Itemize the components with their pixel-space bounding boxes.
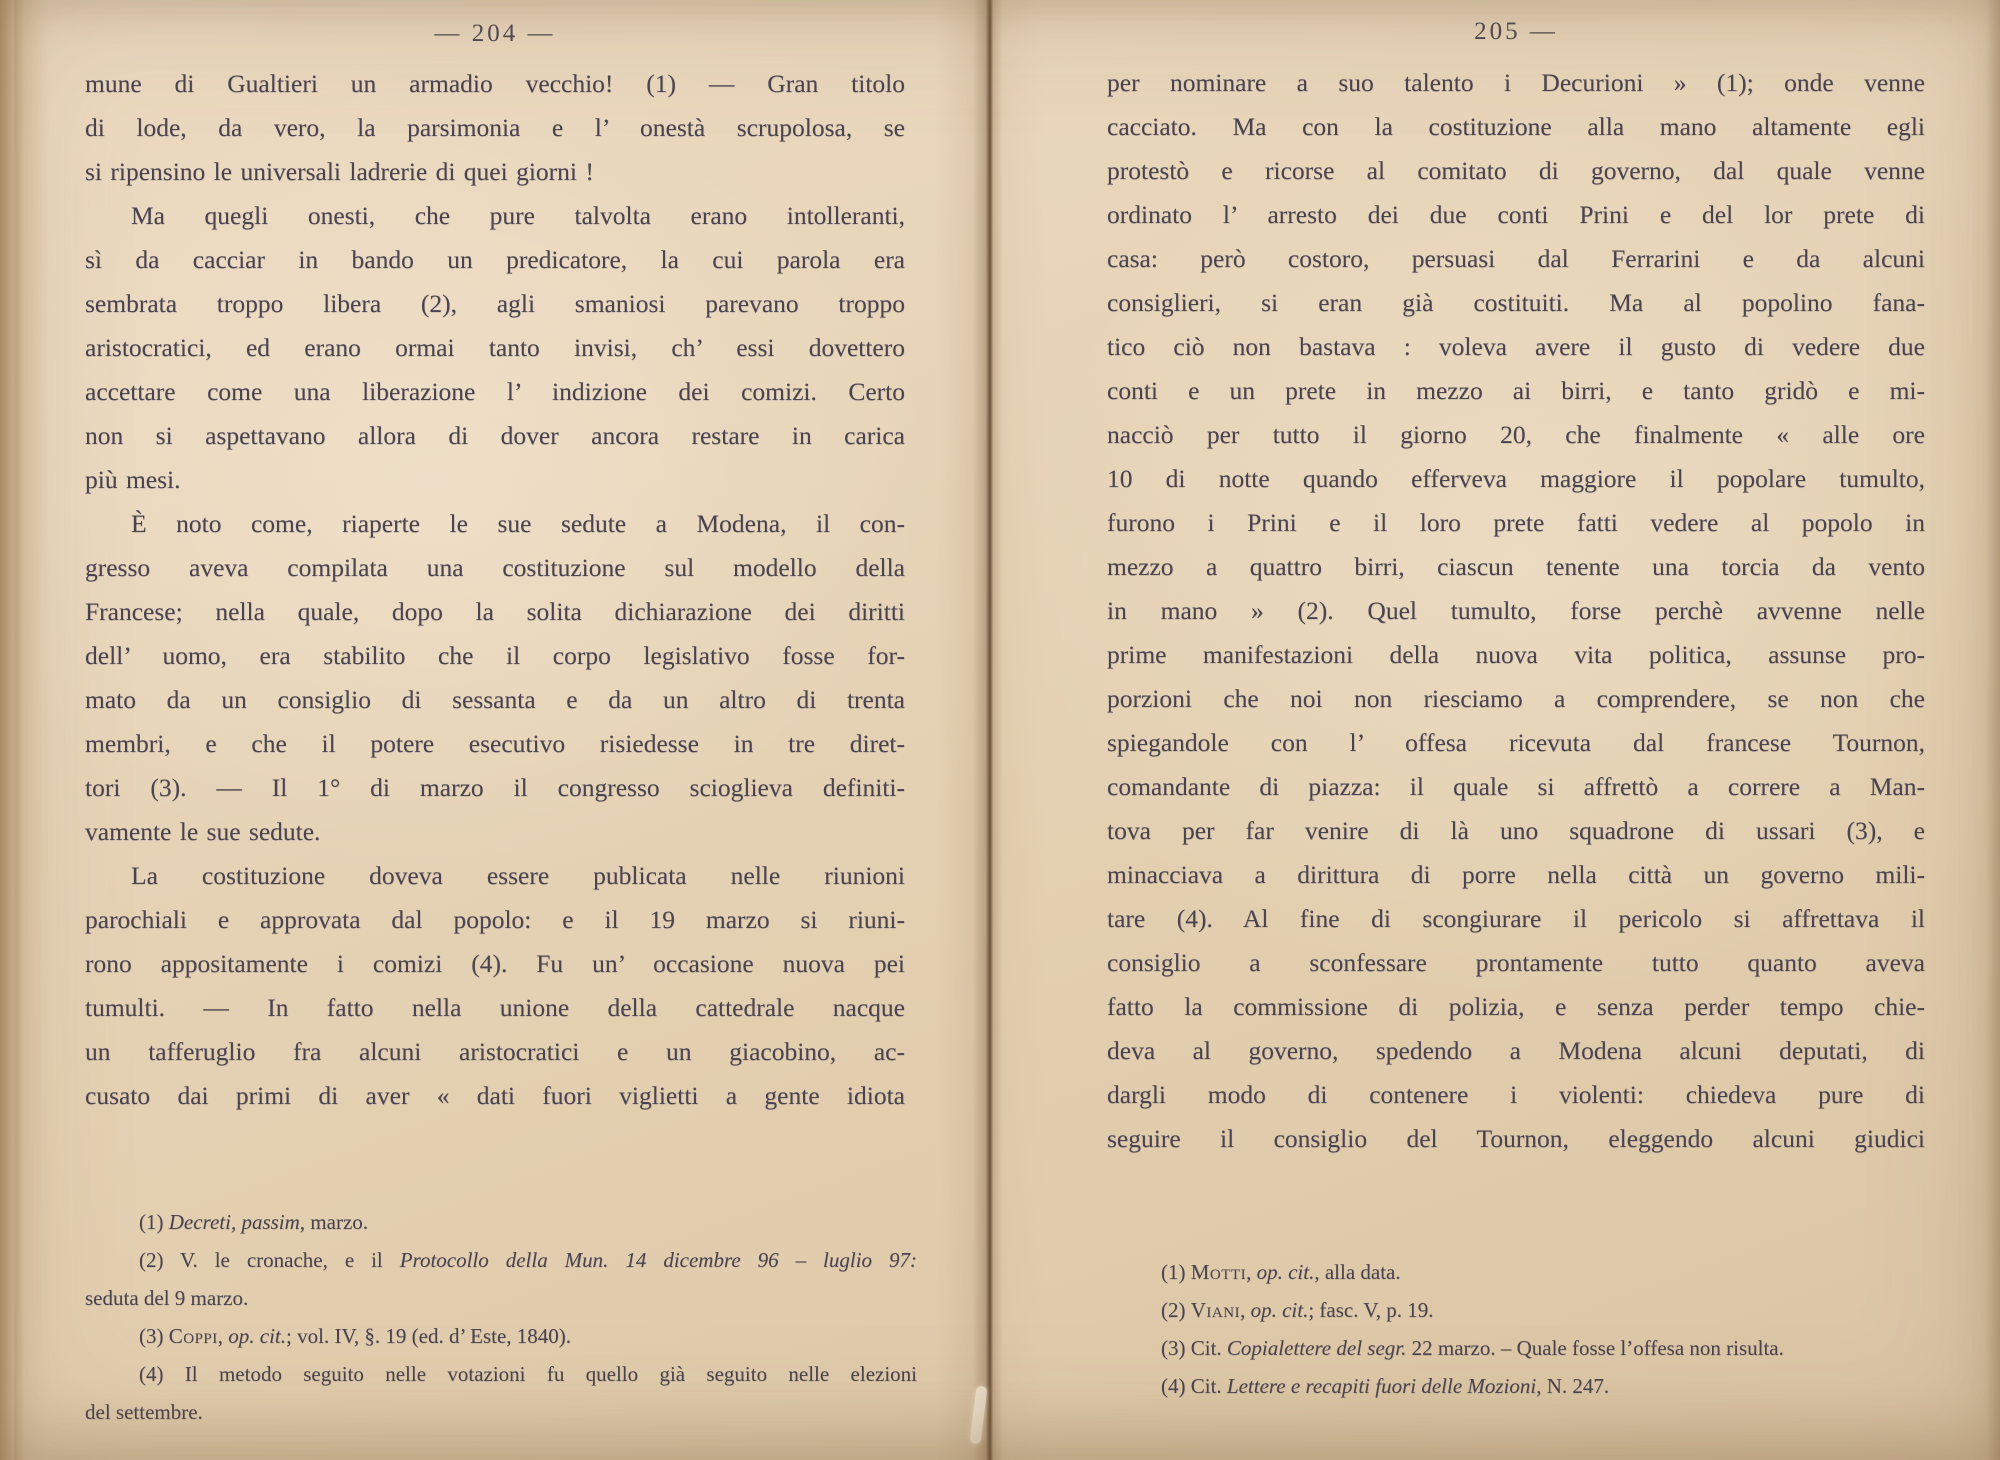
text-line: tova per far venire di là uno squadrone di ussari (3), e	[1107, 816, 1925, 845]
footnote-text: (1)	[1161, 1260, 1191, 1284]
footnotes	[1107, 1253, 1947, 1405]
text-line: parochiali e approvata dal popolo: e il 19 marzo si riuni-	[85, 905, 905, 934]
footnote-text: , alla data.	[1314, 1260, 1401, 1284]
footnote-text: 22 marzo. – Quale fosse l’offesa non risulta.	[1406, 1336, 1784, 1360]
footnote-text: (3)	[139, 1324, 169, 1348]
text-line: aristocratici, ed erano ormai tanto invisi, ch’ essi dovettero	[85, 333, 905, 362]
text-line: La costituzione doveva essere publicata nelle riunioni	[131, 861, 905, 890]
text-line: seguire il consiglio del Tournon, eleggendo alcuni giudici	[1107, 1124, 1925, 1153]
footnote-line	[85, 1279, 917, 1317]
text-line: accettare come una liberazione l’ indizione dei comizi. Certo	[85, 377, 905, 406]
text-line: membri, e che il potere esecutivo risiedesse in tre diret-	[85, 729, 905, 758]
text-line: più mesi.	[85, 465, 181, 494]
page-edge-left	[0, 0, 48, 1460]
text-line: Francese; nella quale, dopo la solita dichiarazione dei diritti	[85, 597, 905, 626]
footnote-text: (3) Cit.	[1161, 1336, 1227, 1360]
footnote-text: ,	[1240, 1298, 1251, 1322]
text-line: dargli modo di contenere i violenti: chiedeva pure di	[1107, 1080, 1925, 1109]
footnote-text: Decreti, passim,	[168, 1210, 306, 1234]
footnote-text: seduta del 9 marzo.	[85, 1286, 249, 1310]
text-line: Ma quegli onesti, che pure talvolta erano intolleranti,	[131, 201, 905, 230]
text-line: di lode, da vero, la parsimonia e l’ onestà scrupolosa, se	[85, 113, 905, 142]
footnote-line	[1107, 1367, 1947, 1405]
text-line: consiglio a sconfessare prontamente tutto quanto aveva	[1107, 948, 1925, 977]
text-line: casa: però costoro, persuasi dal Ferrarini e da alcuni	[1107, 244, 1925, 273]
gutter-shadow	[935, 0, 1045, 1460]
text-line: mato da un consiglio di sessanta e da un altro di trenta	[85, 685, 905, 714]
footnote-text: Copialettere del segr.	[1226, 1336, 1407, 1360]
footnote-text: Lettere e recapiti fuori delle Mozioni	[1226, 1374, 1537, 1398]
text-line: protestò e ricorse al comitato di governo, dal quale venne	[1107, 156, 1925, 185]
text-line: prime manifestazioni della nuova vita politica, assunse pro-	[1107, 640, 1925, 669]
footnote-text: (4) Cit.	[1161, 1374, 1227, 1398]
text-line: spiegandole con l’ offesa ricevuta dal francese Tournon,	[1107, 728, 1925, 757]
footnotes	[85, 1203, 917, 1431]
footnote-text: Protocollo della Mun. 14 dicembre 96 – luglio 97:	[399, 1248, 917, 1272]
page-edge-right	[1986, 0, 2000, 1460]
footnote-text: (2)	[1161, 1298, 1191, 1322]
text-line: per nominare a suo talento i Decurioni » (1); onde venne	[1107, 68, 1925, 97]
footnote-text: del settembre.	[85, 1400, 203, 1424]
footnote-line	[85, 1203, 917, 1241]
footnote-text: op. cit.	[1250, 1298, 1309, 1322]
footnote-text: (4) Il metodo seguito nelle votazioni fu quello già seguito nelle elezioni	[139, 1362, 917, 1386]
page-number-left: — 204 —	[434, 20, 556, 47]
text-line: minacciava a dirittura di porre nella città un governo mili-	[1107, 860, 1925, 889]
text-line: comandante di piazza: il quale si affrettò a correre a Man-	[1107, 772, 1925, 801]
text-line: tare (4). Al fine di scongiurare il pericolo si affrettava il	[1107, 904, 1925, 933]
page-body	[1107, 61, 1925, 1161]
text-line: sì da cacciar in bando un predicatore, la cui parola era	[85, 245, 905, 274]
footnote-text: ; fasc. V, p. 19.	[1308, 1298, 1434, 1322]
footnote-line	[1107, 1291, 1947, 1329]
text-line: sembrata troppo libera (2), agli smaniosi parevano troppo	[85, 289, 905, 318]
text-line: un tafferuglio fra alcuni aristocratici e un giacobino, ac-	[85, 1037, 905, 1066]
footnote-text: op. cit.	[228, 1324, 287, 1348]
footnote-text: , N. 247.	[1536, 1374, 1610, 1398]
text-line: ordinato l’ arresto dei due conti Prini e del lor prete di	[1107, 200, 1925, 229]
text-line: mune di Gualtieri un armadio vecchio! (1) — Gran titolo	[85, 69, 905, 98]
footnote-text: (1)	[139, 1210, 169, 1234]
text-line: fatto la commissione di polizia, e senza perder tempo chie-	[1107, 992, 1925, 1021]
footnote-line	[85, 1355, 917, 1393]
text-line: furono i Prini e il loro prete fatti vedere al popolo in	[1107, 508, 1925, 537]
text-line: È noto come, riaperte le sue sedute a Modena, il con-	[131, 509, 905, 538]
page-body	[85, 62, 905, 1118]
text-line: cacciato. Ma con la costituzione alla mano altamente egli	[1107, 112, 1925, 141]
text-line: deva al governo, spedendo a Modena alcuni deputati, di	[1107, 1036, 1925, 1065]
text-line: gresso aveva compilata una costituzione sul modello della	[85, 553, 905, 582]
footnote-text: ; vol. IV, §. 19 (ed. d’ Este, 1840).	[286, 1324, 572, 1348]
footnote-text: Motti	[1190, 1260, 1247, 1284]
footnote-text: ,	[217, 1324, 229, 1348]
footnote-text: marzo.	[305, 1210, 369, 1234]
footnote-line	[1107, 1329, 1947, 1367]
footnote-text: (2) V. le cronache, e il	[139, 1248, 400, 1272]
footnote-line	[85, 1317, 917, 1355]
text-line: cusato dai primi di aver « dati fuori viglietti a gente idiota	[85, 1081, 905, 1110]
text-line: conti e un prete in mezzo ai birri, e tanto gridò e mi-	[1107, 376, 1925, 405]
text-line: si ripensino le universali ladrerie di quei giorni !	[85, 157, 594, 186]
footnote-line	[85, 1393, 917, 1431]
text-line: tico ciò non bastava : voleva avere il gusto di vedere due	[1107, 332, 1925, 361]
text-line: non si aspettavano allora di dover ancora restare in carica	[85, 421, 905, 450]
text-line: vamente le sue sedute.	[85, 817, 321, 846]
footnote-line	[85, 1241, 917, 1279]
footnote-line	[1107, 1253, 1947, 1291]
text-line: 10 di notte quando efferveva maggiore il popolare tumulto,	[1107, 464, 1925, 493]
footnote-text: Viani	[1190, 1298, 1241, 1322]
text-line: tori (3). — Il 1° di marzo il congresso scioglieva definiti-	[85, 773, 905, 802]
text-line: tumulti. — In fatto nella unione della cattedrale nacque	[85, 993, 905, 1022]
text-line: in mano » (2). Quel tumulto, forse perchè avvenne nelle	[1107, 596, 1925, 625]
text-line: rono appositamente i comizi (4). Fu un’ occasione nuova pei	[85, 949, 905, 978]
footnote-text: Coppi	[168, 1324, 218, 1348]
footnote-text: op. cit.	[1256, 1260, 1315, 1284]
text-line: porzioni che noi non riesciamo a comprendere, se non che	[1107, 684, 1925, 713]
text-line: dell’ uomo, era stabilito che il corpo legislativo fosse for-	[85, 641, 905, 670]
text-line: consiglieri, si eran già costituiti. Ma al popolino fana-	[1107, 288, 1925, 317]
text-line: mezzo a quattro birri, ciascun tenente una torcia da vento	[1107, 552, 1925, 581]
text-line: nacciò per tutto il giorno 20, che finalmente « alle ore	[1107, 420, 1925, 449]
footnote-text: ,	[1246, 1260, 1257, 1284]
page-number-right: 205 —	[1474, 18, 1558, 45]
